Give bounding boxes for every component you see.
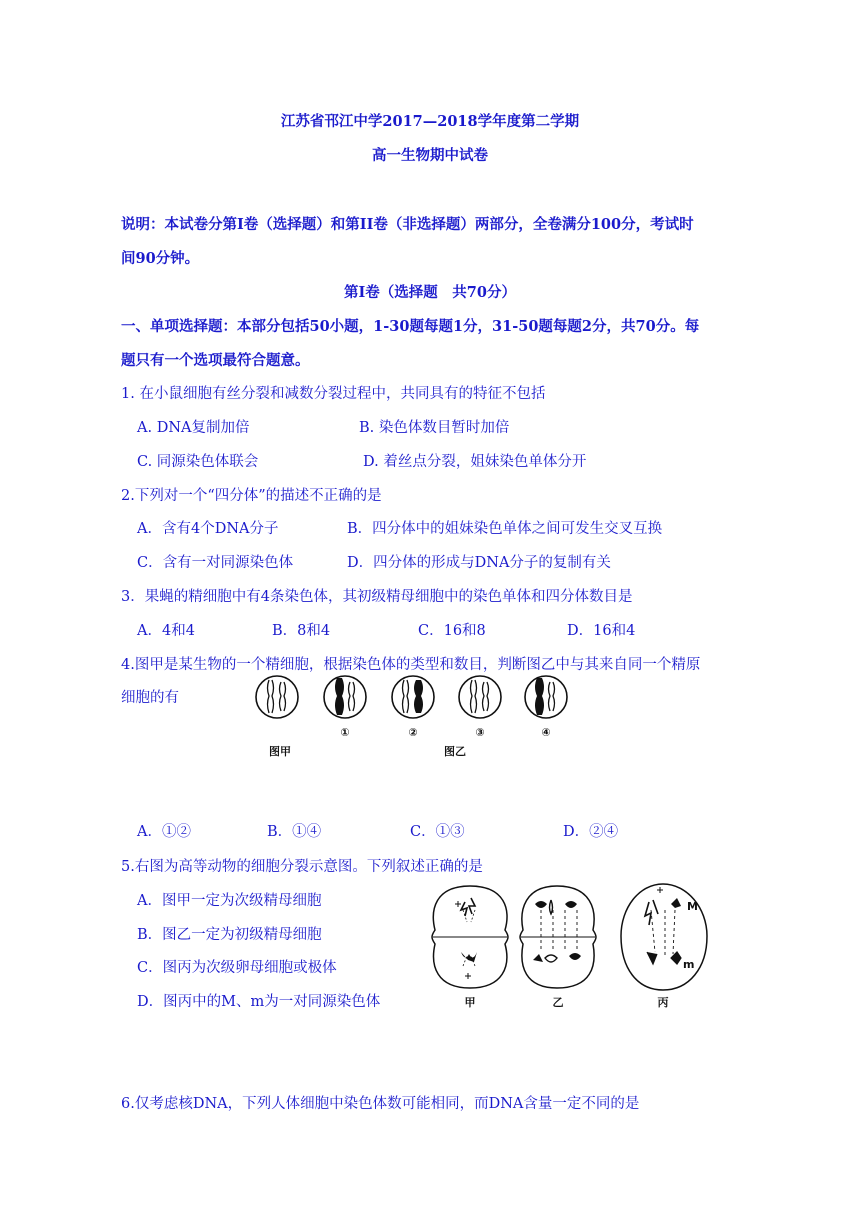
cell-4 (525, 676, 567, 718)
fig-m-label: m (683, 958, 695, 971)
q3-stem: 3．果蝇的精细胞中有4条染色体，其初级精母细胞中的染色单体和四分体数目是 (121, 589, 633, 605)
q1-option-b: B. 染色体数目暂时加倍 (359, 420, 510, 436)
q4-stem-line-2: 细胞的有 (121, 690, 179, 706)
q5-stem: 5.右图为高等动物的细胞分裂示意图。下列叙述正确的是 (121, 859, 483, 875)
q4-figure-sperm-cells (244, 668, 574, 764)
cell-3 (459, 676, 501, 718)
q3-option-a: A．4和4 (137, 623, 195, 639)
q5-option-c: C．图丙为次级卵母细胞或极体 (137, 960, 337, 976)
fig-label-jia: 图甲 (269, 745, 291, 758)
q4-option-d: D．②④ (563, 824, 619, 840)
q2-option-b: B．四分体中的姐妹染色单体之间可发生交叉互换 (347, 521, 663, 537)
exam-title: 高一生物期中试卷 (372, 147, 488, 164)
section1-line-1: 一、单项选择题：本部分包括50小题，1-30题每题1分，31-50题每题2分，共70分。每 (121, 318, 700, 335)
q2-stem: 2.下列对一个“四分体”的描述不正确的是 (121, 488, 382, 504)
fig-num-4: ④ (541, 726, 551, 739)
q1-option-a: A. DNA复制加倍 (137, 420, 250, 436)
cell-2 (392, 676, 434, 718)
cell-jia (256, 676, 298, 718)
q3-option-b: B．8和4 (272, 623, 331, 639)
q1-option-d: D. 着丝点分裂，姐妹染色单体分开 (363, 454, 587, 470)
cell-yi-division (520, 886, 596, 988)
q2-option-d: D．四分体的形成与DNA分子的复制有关 (347, 555, 611, 571)
q3-option-c: C．16和8 (418, 623, 486, 639)
q4-option-c: C．①③ (410, 824, 465, 840)
q1-stem: 1. 在小鼠细胞有丝分裂和减数分裂过程中，共同具有的特征不包括 (121, 386, 546, 402)
fig-num-3: ③ (475, 726, 485, 739)
q5-option-d: D．图丙中的M、m为一对同源染色体 (137, 994, 381, 1010)
cell-1 (324, 676, 366, 718)
q5-figure-cell-division (425, 880, 725, 1010)
note-line-2: 间90分钟。 (121, 250, 200, 267)
fig-num-2: ② (408, 726, 418, 739)
q6-stem: 6.仅考虑核DNA，下列人体细胞中染色体数可能相同，而DNA含量一定不同的是 (121, 1096, 640, 1112)
fig-M-label: M (687, 900, 698, 913)
cell-jia-division (432, 886, 508, 988)
section1-line-2: 题只有一个选项最符合题意。 (121, 352, 310, 369)
q5-option-a: A．图甲一定为次级精母细胞 (137, 893, 322, 909)
school-title: 江苏省邗江中学2017—2018学年度第二学期 (280, 113, 580, 130)
q4-option-b: B．①④ (267, 824, 322, 840)
q5-option-b: B．图乙一定为初级精母细胞 (137, 927, 322, 943)
fig-label-bing: 丙 (657, 996, 669, 1009)
q2-option-c: C．含有一对同源染色体 (137, 555, 294, 571)
q4-option-a: A．①② (137, 824, 191, 840)
fig-num-1: ① (340, 726, 350, 739)
q1-option-c: C. 同源染色体联会 (137, 454, 259, 470)
fig-label-yi: 乙 (552, 996, 564, 1009)
part1-title: 第Ⅰ卷（选择题 共70分） (344, 284, 516, 301)
q2-option-a: A．含有4个DNA分子 (137, 521, 279, 537)
q4-stem-line-1: 4.图甲是某生物的一个精细胞，根据染色体的类型和数目，判断图乙中与其来自同一个精原 (121, 657, 701, 673)
q3-option-d: D．16和4 (567, 623, 636, 639)
fig-label-yi: 图乙 (444, 745, 466, 758)
note-line-1: 说明：本试卷分第Ⅰ卷（选择题）和第II卷（非选择题）两部分，全卷满分100分，考试时 (121, 216, 694, 233)
fig-label-jia: 甲 (464, 996, 476, 1009)
